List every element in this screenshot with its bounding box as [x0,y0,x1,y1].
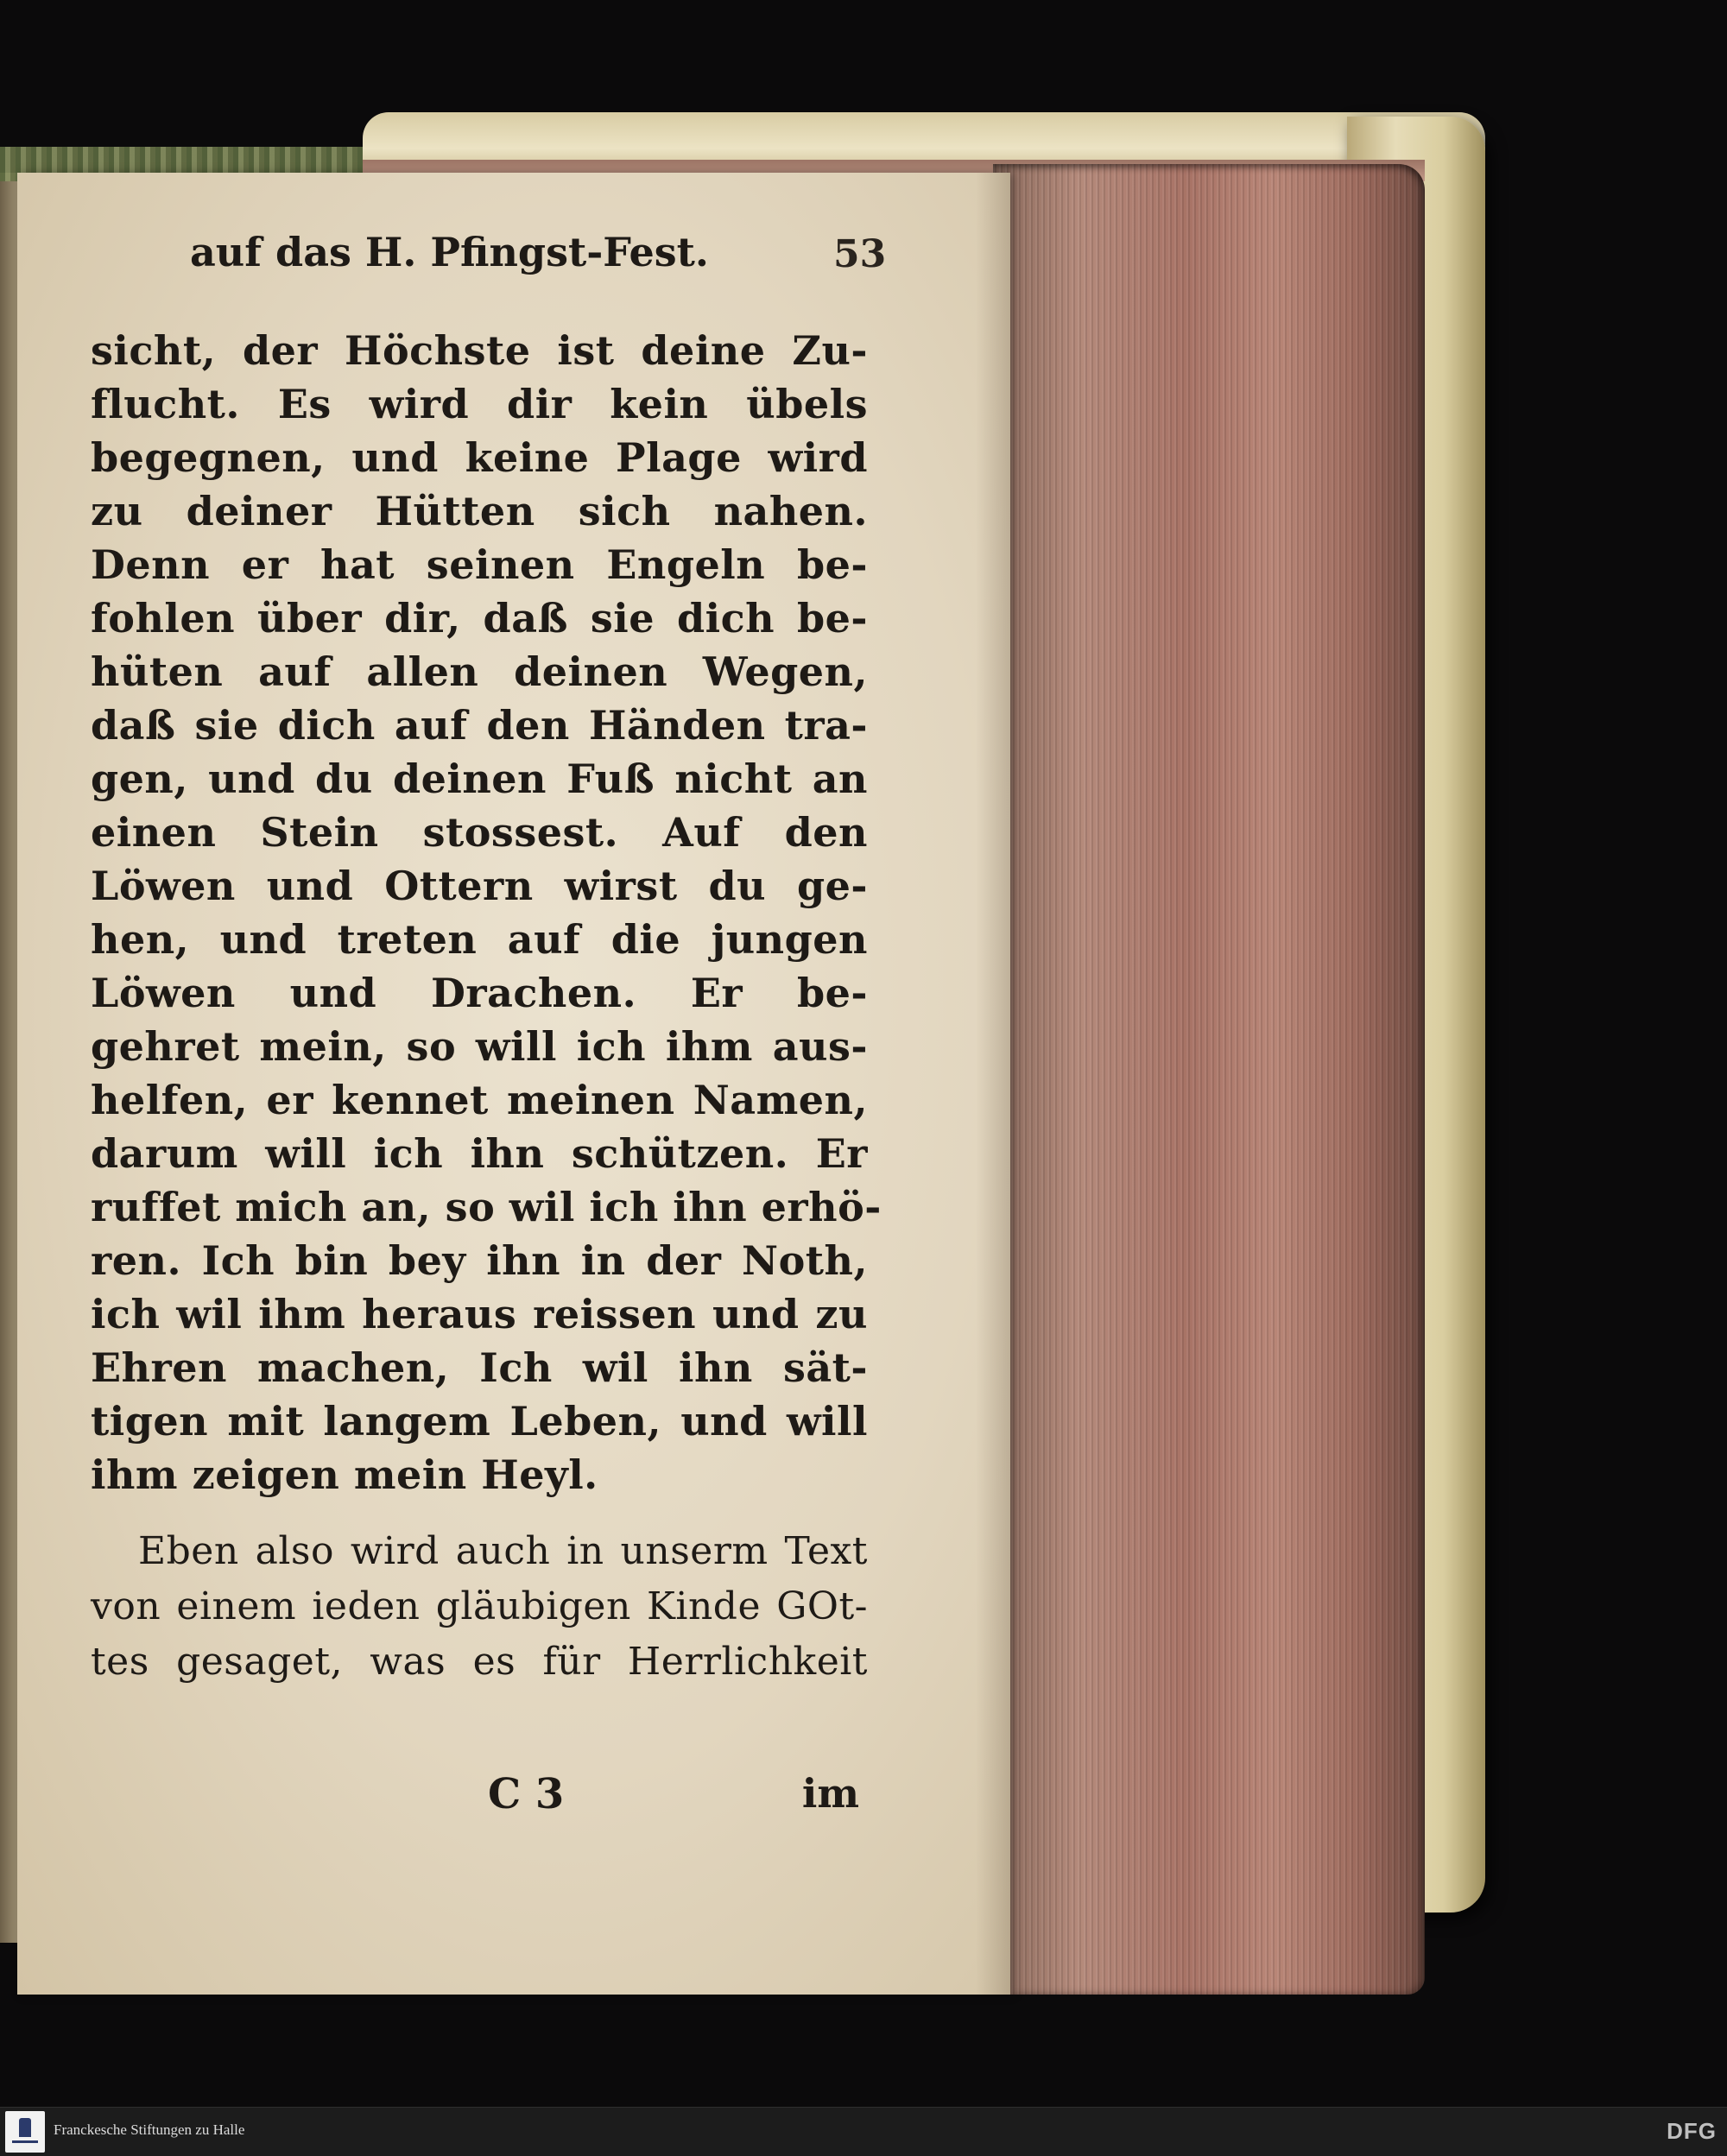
page-number: 53 [833,232,887,276]
text-line: einen Stein stossest. Auf den [91,809,868,856]
text-line: gen, und du deinen Fuß nicht an [91,756,868,802]
text-line: flucht. Es wird dir kein übels [91,381,868,427]
running-head [190,229,887,289]
text-line: ruffet mich an, so wil ich ihn erhö- [91,1184,882,1230]
page-footer-line [91,1770,868,1830]
body-text [91,324,882,1502]
text-line: Löwen und Drachen. Er be- [91,970,868,1016]
text-line: hen, und treten auf die jungen [91,916,868,963]
running-head-title: auf das H. Pfingst-Fest. [190,229,709,275]
paragraph-2 [91,1524,868,1690]
viewer-footer-bar [0,2107,1727,2156]
text-line: darum will ich ihn schützen. Er [91,1130,868,1177]
catchword: im [801,1770,859,1817]
text-line: daß sie dich auf den Händen tra- [91,702,868,749]
printed-page [17,173,1010,1995]
text-line: begegnen, und keine Plage wird [91,434,868,481]
text-line: ihm zeigen mein Heyl. [91,1451,598,1498]
text-line: tes gesaget, was es für Herrlichkeit [91,1640,868,1684]
institution-name: Franckesche Stiftungen zu Halle [54,2121,245,2138]
text-line: fohlen über dir, daß sie dich be- [91,595,868,642]
text-line: sicht, der Höchste ist deine Zu- [91,327,868,374]
text-line: Löwen und Ottern wirst du ge- [91,863,868,909]
text-line: helfen, er kennet meinen Namen, [91,1077,868,1123]
text-line: ren. Ich bin bey ihn in der Noth, [91,1237,868,1284]
text-line: Denn er hat seinen Engeln be- [91,541,868,588]
text-line: von einem ieden gläubigen Kinde GOt- [91,1584,868,1628]
red-stained-page-edges [993,164,1425,1995]
text-line: tigen mit langem Leben, und will [91,1398,868,1445]
text-line: Eben also wird auch in unserm Text [138,1529,868,1573]
institution-logo-icon[interactable] [5,2111,45,2153]
text-line: gehret mein, so will ich ihm aus- [91,1023,868,1070]
text-line: hüten auf allen deinen Wegen, [91,648,868,695]
text-line: ich wil ihm heraus reissen und zu [91,1291,868,1337]
signature-mark: C 3 [488,1770,565,1818]
text-line: zu deiner Hütten sich nahen. [91,488,868,534]
text-line: Ehren machen, Ich wil ihn sät- [91,1344,868,1391]
dfg-logo[interactable]: DFG [1667,2118,1717,2144]
